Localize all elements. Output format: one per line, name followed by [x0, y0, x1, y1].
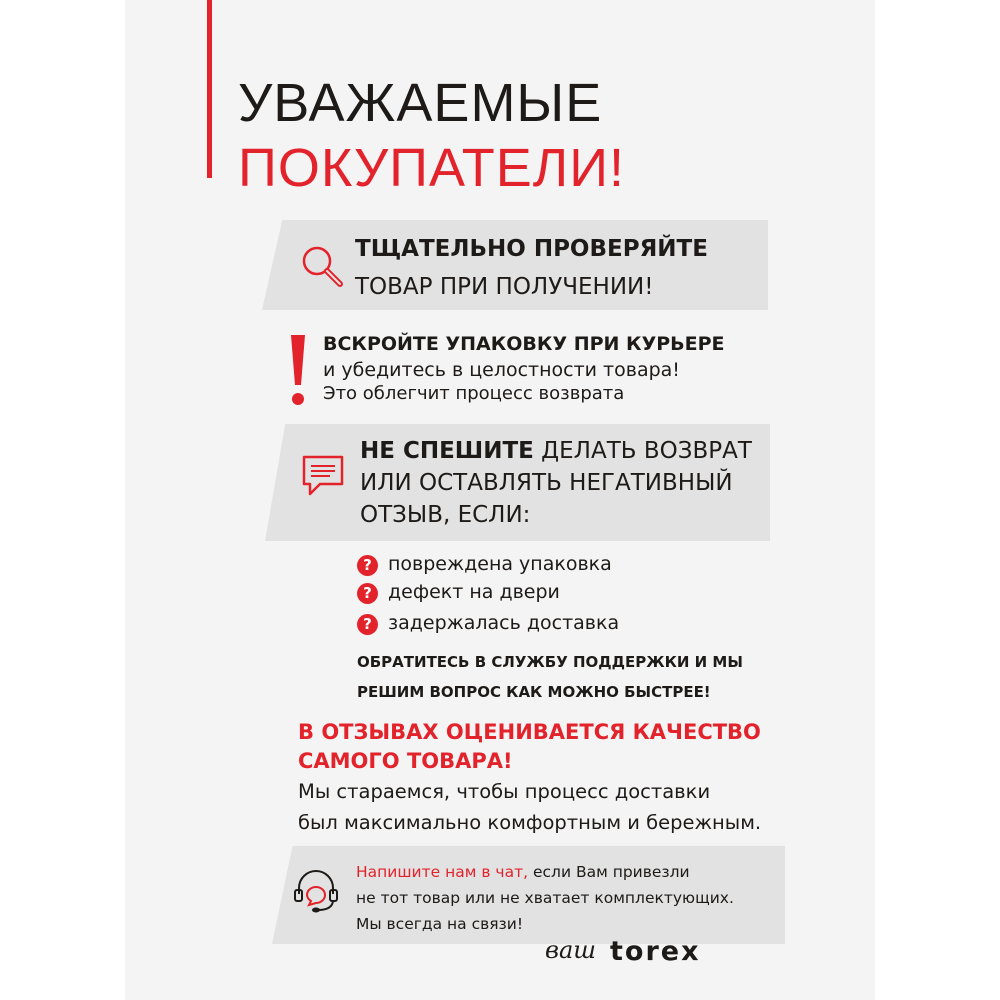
- chat-line2: не тот товар или не хватает комплектующих.: [356, 889, 734, 907]
- chat-link-text: Напишите нам в чат,: [356, 863, 529, 881]
- accent-line: [207, 0, 212, 178]
- chat-line1: [356, 863, 690, 881]
- headset-icon: [292, 868, 340, 916]
- reason-item: повреждена упаковка: [388, 553, 612, 575]
- reason-item: задержалась доставка: [388, 612, 620, 634]
- check-text: ТОВАР ПРИ ПОЛУЧЕНИИ!: [355, 274, 654, 300]
- heading-line2: ПОКУПАТЕЛИ!: [238, 138, 626, 198]
- dont-rush-line2: ИЛИ ОСТАВЛЯТЬ НЕГАТИВНЫЙ: [360, 470, 733, 496]
- question-icon: ?: [357, 555, 378, 576]
- support-line2: РЕШИМ ВОПРОС КАК МОЖНО БЫСТРЕЕ!: [357, 683, 711, 701]
- brand-logo: torex: [610, 936, 701, 967]
- chat-line1-rest: если Вам привезли: [528, 863, 690, 881]
- question-icon: ?: [357, 614, 378, 635]
- open-package-line2: и убедитесь в целостности товара!: [323, 359, 680, 381]
- dont-rush-bold: НЕ СПЕШИТЕ: [360, 438, 534, 464]
- open-package-bold: ВСКРОЙТЕ УПАКОВКУ ПРИ КУРЬЕРЕ: [323, 333, 725, 355]
- support-line1: ОБРАТИТЕСЬ В СЛУЖБУ ПОДДЕРЖКИ И МЫ: [357, 653, 743, 671]
- reviews-line2: был максимально комфортным и бережным.: [298, 811, 762, 834]
- reviews-red-line2: САМОГО ТОВАРА!: [298, 749, 513, 773]
- reviews-line1: Мы стараемся, чтобы процесс доставки: [298, 780, 711, 803]
- exclamation-icon: [288, 333, 308, 407]
- chat-icon: [300, 454, 346, 498]
- reviews-red-line1: В ОТЗЫВАХ ОЦЕНИВАЕТСЯ КАЧЕСТВО: [298, 720, 761, 744]
- heading-line1: УВАЖАЕМЫЕ: [238, 73, 603, 133]
- check-bold-text: ТЩАТЕЛЬНО ПРОВЕРЯЙТЕ: [355, 236, 708, 262]
- dont-rush-line3: ОТЗЫВ, ЕСЛИ:: [360, 502, 531, 528]
- reason-item: дефект на двери: [388, 581, 560, 603]
- open-package-line3: Это облегчит процесс возврата: [323, 383, 625, 404]
- magnifier-icon: [300, 244, 346, 290]
- signature-script: ваш: [545, 936, 597, 964]
- chat-line3: Мы всегда на связи!: [356, 915, 524, 933]
- dont-rush-line1: [360, 438, 752, 464]
- question-icon: ?: [357, 583, 378, 604]
- dont-rush-rest: ДЕЛАТЬ ВОЗВРАТ: [533, 438, 752, 464]
